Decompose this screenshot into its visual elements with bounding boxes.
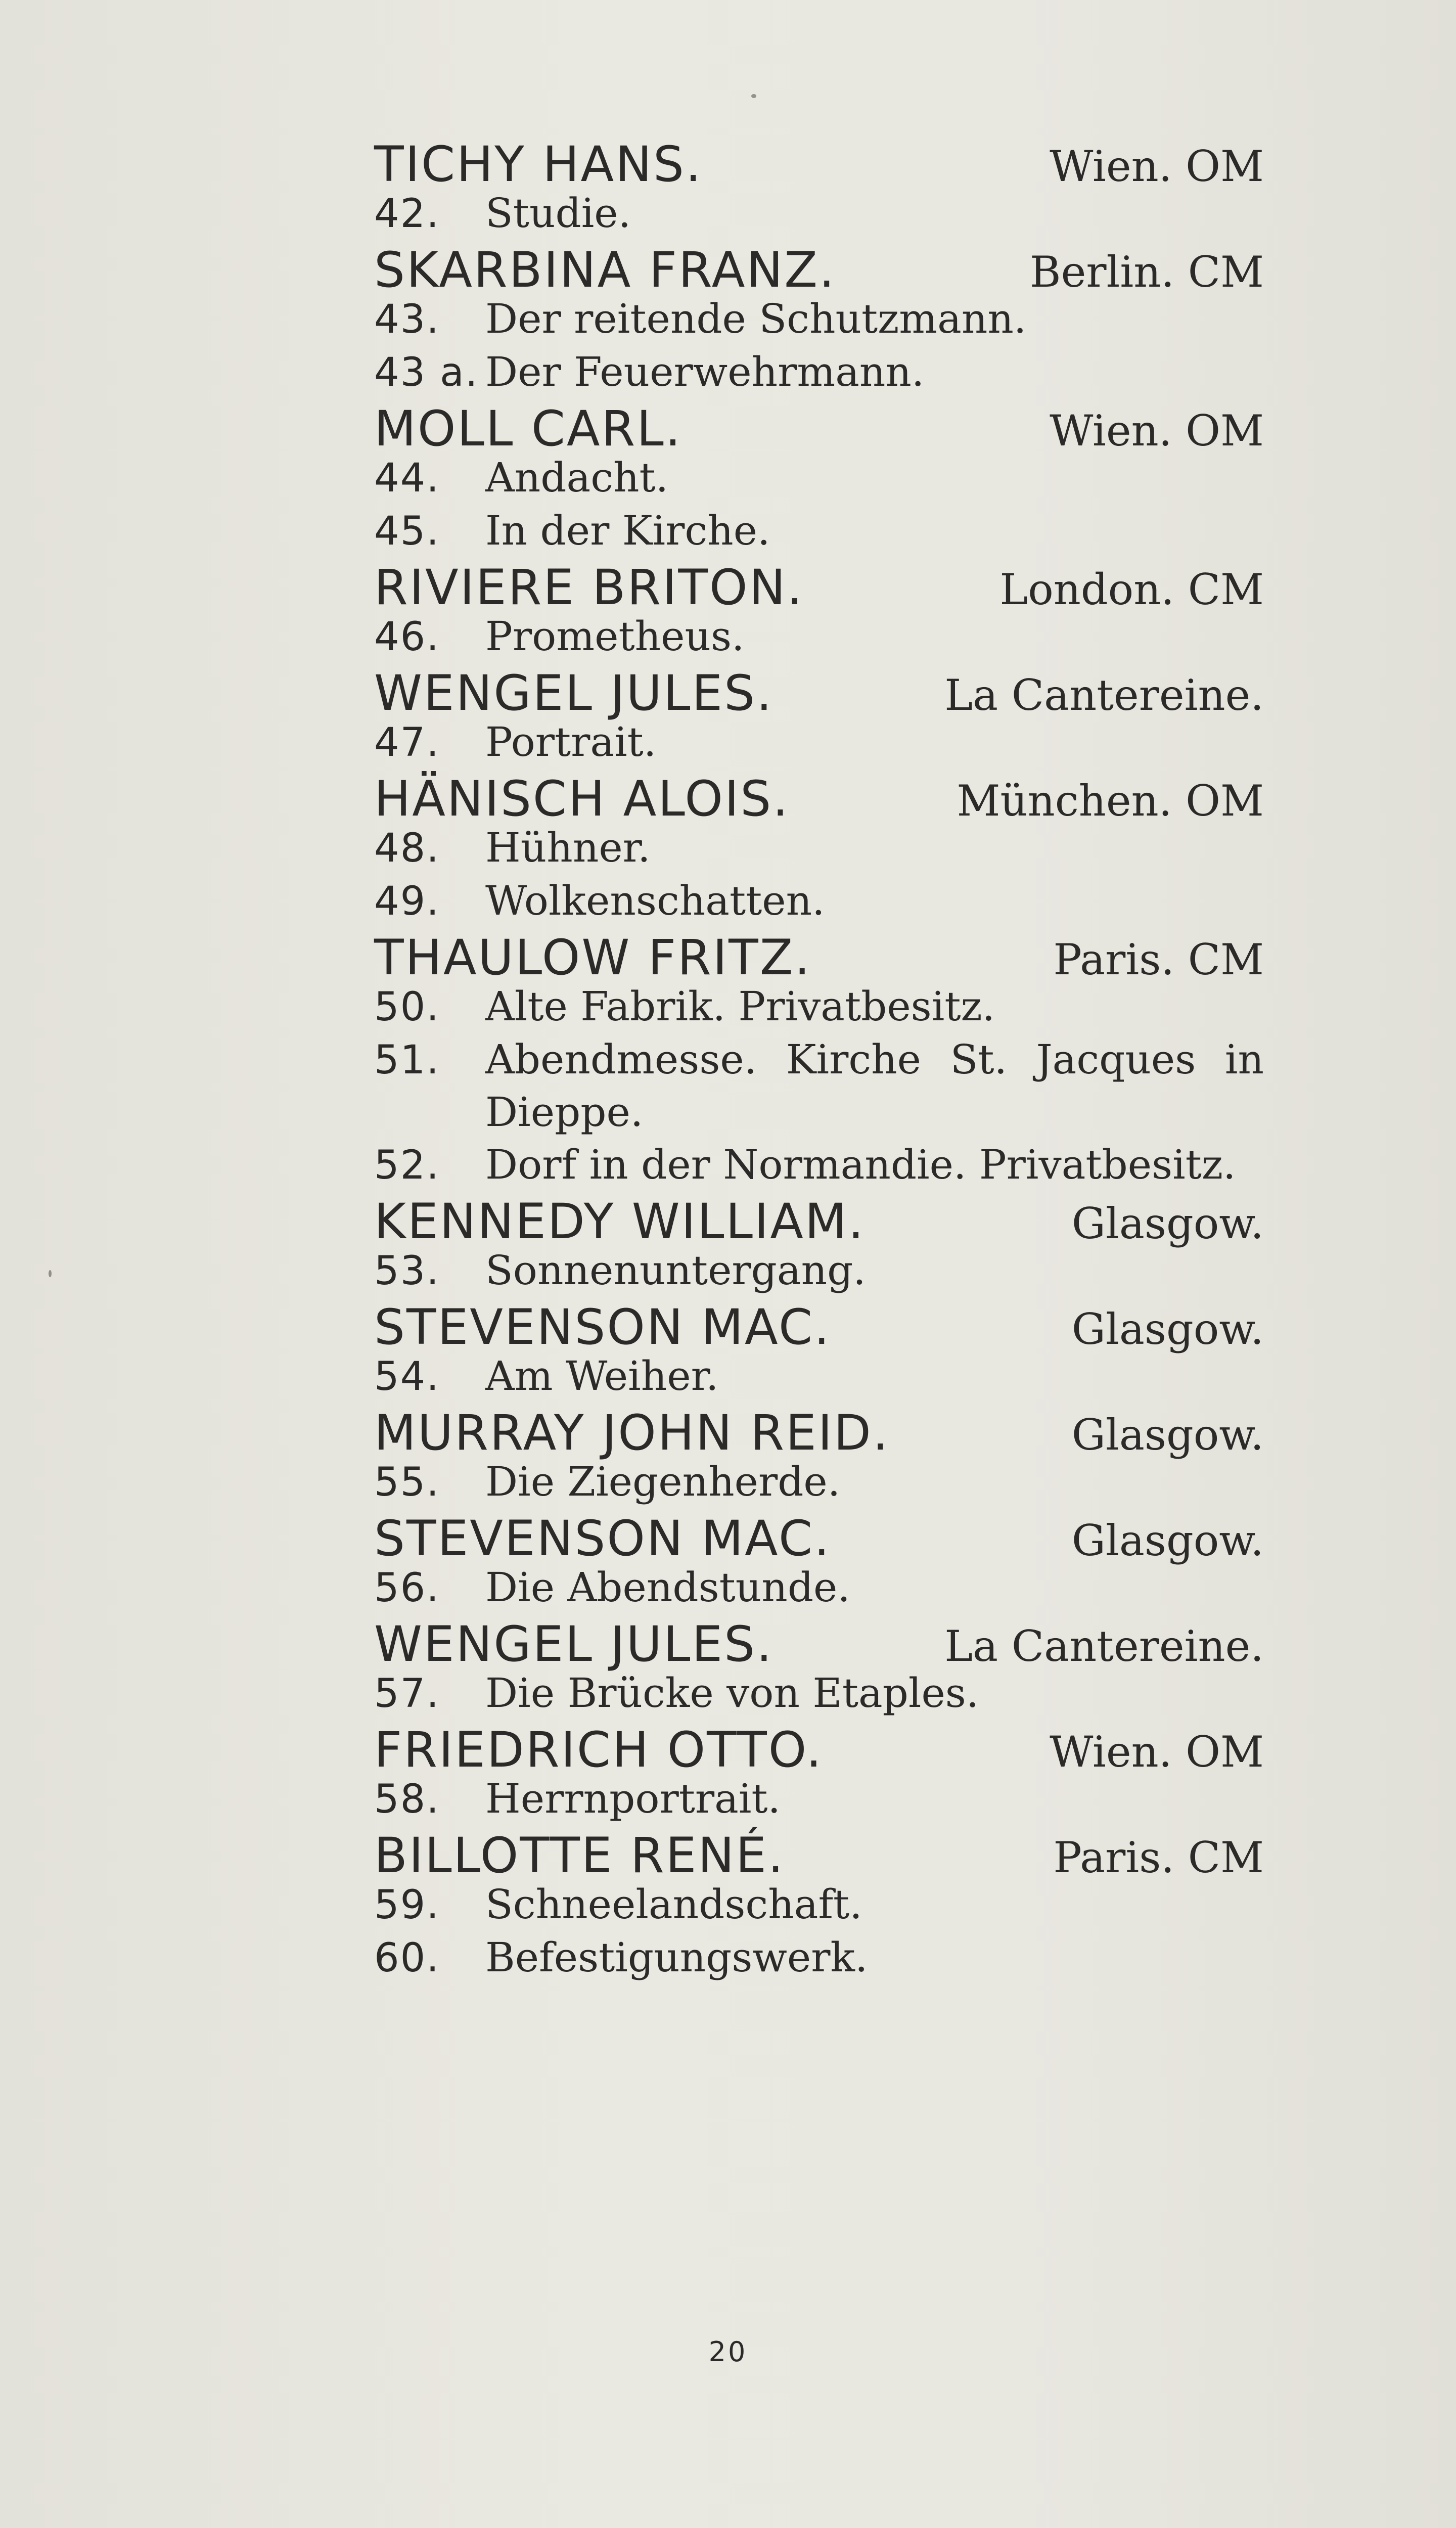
artwork-title: Hühner. (485, 824, 651, 871)
artwork-title: Andacht. (485, 454, 669, 501)
artist-name: WENGEL JULES. (374, 665, 774, 721)
artwork-number: 43 a. (374, 350, 479, 395)
artwork-number: 50. (374, 984, 440, 1030)
artwork-number: 48. (374, 826, 440, 871)
artwork-title: Alte Fabrik. Privatbesitz. (485, 983, 995, 1030)
artist-name: STEVENSON MAC. (374, 1299, 831, 1356)
page-number: 20 (708, 2336, 748, 2368)
artwork-entry (374, 1033, 1264, 1139)
artist-heading (374, 242, 1264, 298)
artist-city: München. OM (957, 776, 1264, 826)
artwork-entry (374, 1139, 1264, 1192)
artist-city: Glasgow. (1071, 1410, 1264, 1460)
artist-city: Wien. OM (1050, 406, 1264, 456)
artwork-entry (374, 452, 1264, 505)
artwork-entry (374, 1561, 1264, 1614)
artwork-title: Am Weiher. (485, 1352, 719, 1400)
artwork-title: Der Feuerwehrmann. (485, 348, 925, 395)
artist-heading (374, 136, 1264, 193)
artist-name: FRIEDRICH OTTO. (374, 1722, 823, 1778)
artwork-title: Sonnenuntergang. (485, 1247, 866, 1294)
artwork-entry (374, 1350, 1264, 1403)
artwork-entry (374, 1667, 1264, 1720)
artwork-number: 46. (374, 614, 440, 660)
artwork-entry (374, 980, 1264, 1033)
artwork-number: 53. (374, 1248, 440, 1294)
artwork-entry (374, 1931, 1264, 1984)
artwork-number: 47. (374, 720, 440, 765)
artwork-entry (374, 875, 1264, 928)
artist-heading (374, 1510, 1264, 1567)
artwork-entry (374, 822, 1264, 875)
artist-heading (374, 1722, 1264, 1778)
artwork-number: 42. (374, 191, 440, 237)
artwork-entry (374, 293, 1264, 346)
artwork-number: 56. (374, 1565, 440, 1611)
artist-city: Berlin. CM (1029, 247, 1264, 297)
artist-city: La Cantereine. (944, 1621, 1264, 1671)
artist-name: RIVIERE BRITON. (374, 559, 804, 616)
artwork-number: 58. (374, 1777, 440, 1822)
artist-name: STEVENSON MAC. (374, 1510, 831, 1567)
artist-name: MOLL CARL. (374, 400, 682, 457)
artwork-number: 49. (374, 879, 440, 924)
artist-city: Wien. OM (1050, 142, 1264, 191)
artwork-title: Befestigungswerk. (485, 1934, 868, 1981)
artist-name: SKARBINA FRANZ. (374, 242, 836, 298)
artwork-entry (374, 1456, 1264, 1509)
artwork-number: 60. (374, 1935, 440, 1981)
artist-name: WENGEL JULES. (374, 1616, 774, 1673)
catalog-list (374, 136, 1264, 1984)
artwork-entry (374, 610, 1264, 663)
artwork-entry (374, 346, 1264, 399)
artwork-entry (374, 1773, 1264, 1826)
artist-heading (374, 665, 1264, 721)
artwork-title: Studie. (485, 190, 631, 237)
artist-heading (374, 1299, 1264, 1356)
artwork-entry (374, 187, 1264, 240)
artwork-number: 45. (374, 509, 440, 554)
artist-heading (374, 1405, 1264, 1461)
artwork-title: Herrnportrait. (485, 1775, 781, 1822)
artist-heading (374, 929, 1264, 986)
artwork-title: Abendmesse. Kirche St. Jacques in Dieppe. (485, 1036, 1264, 1136)
artist-name: TICHY HANS. (374, 136, 703, 193)
artist-city: La Cantereine. (944, 670, 1264, 720)
artwork-title: Dorf in der Normandie. Privatbesitz. (485, 1141, 1236, 1188)
artwork-title: In der Kirche. (485, 507, 770, 554)
artist-city: London. CM (999, 565, 1264, 614)
artist-city: Glasgow. (1071, 1516, 1264, 1565)
artist-heading (374, 1616, 1264, 1673)
artwork-number: 44. (374, 456, 440, 501)
artwork-entry (374, 1244, 1264, 1297)
artist-heading (374, 559, 1264, 616)
artist-city: Paris. CM (1053, 935, 1264, 984)
artwork-title: Die Ziegenherde. (485, 1458, 841, 1505)
artwork-title: Der reitende Schutzmann. (485, 295, 1027, 342)
artwork-number: 57. (374, 1671, 440, 1717)
artwork-number: 59. (374, 1882, 440, 1928)
artwork-entry (374, 1878, 1264, 1931)
artwork-number: 43. (374, 297, 440, 342)
artist-city: Paris. CM (1053, 1833, 1264, 1882)
artist-city: Wien. OM (1050, 1727, 1264, 1777)
artist-name: HÄNISCH ALOIS. (374, 771, 790, 827)
artist-name: THAULOW FRITZ. (374, 929, 811, 986)
artwork-title: Portrait. (485, 718, 657, 765)
paper-speck (49, 1270, 52, 1277)
paper-speck (751, 94, 756, 98)
artist-heading (374, 400, 1264, 457)
artwork-title: Prometheus. (485, 613, 745, 660)
artwork-title: Wolkenschatten. (485, 877, 825, 924)
artwork-title: Schneelandschaft. (485, 1881, 862, 1928)
artwork-number: 54. (374, 1354, 440, 1400)
artwork-number: 55. (374, 1460, 440, 1505)
artist-city: Glasgow. (1071, 1199, 1264, 1248)
artwork-title: Die Abendstunde. (485, 1564, 850, 1611)
artist-name: KENNEDY WILLIAM. (374, 1193, 866, 1250)
artist-name: BILLOTTE RENÉ. (374, 1827, 785, 1884)
artist-name: MURRAY JOHN REID. (374, 1405, 890, 1461)
artist-heading (374, 771, 1264, 827)
artist-heading (374, 1827, 1264, 1884)
artwork-number: 51. (374, 1037, 440, 1083)
artist-city: Glasgow. (1071, 1304, 1264, 1354)
artwork-entry (374, 505, 1264, 558)
artist-heading (374, 1193, 1264, 1250)
artwork-entry (374, 716, 1264, 769)
artwork-number: 52. (374, 1143, 440, 1188)
artwork-title: Die Brücke von Etaples. (485, 1669, 979, 1717)
